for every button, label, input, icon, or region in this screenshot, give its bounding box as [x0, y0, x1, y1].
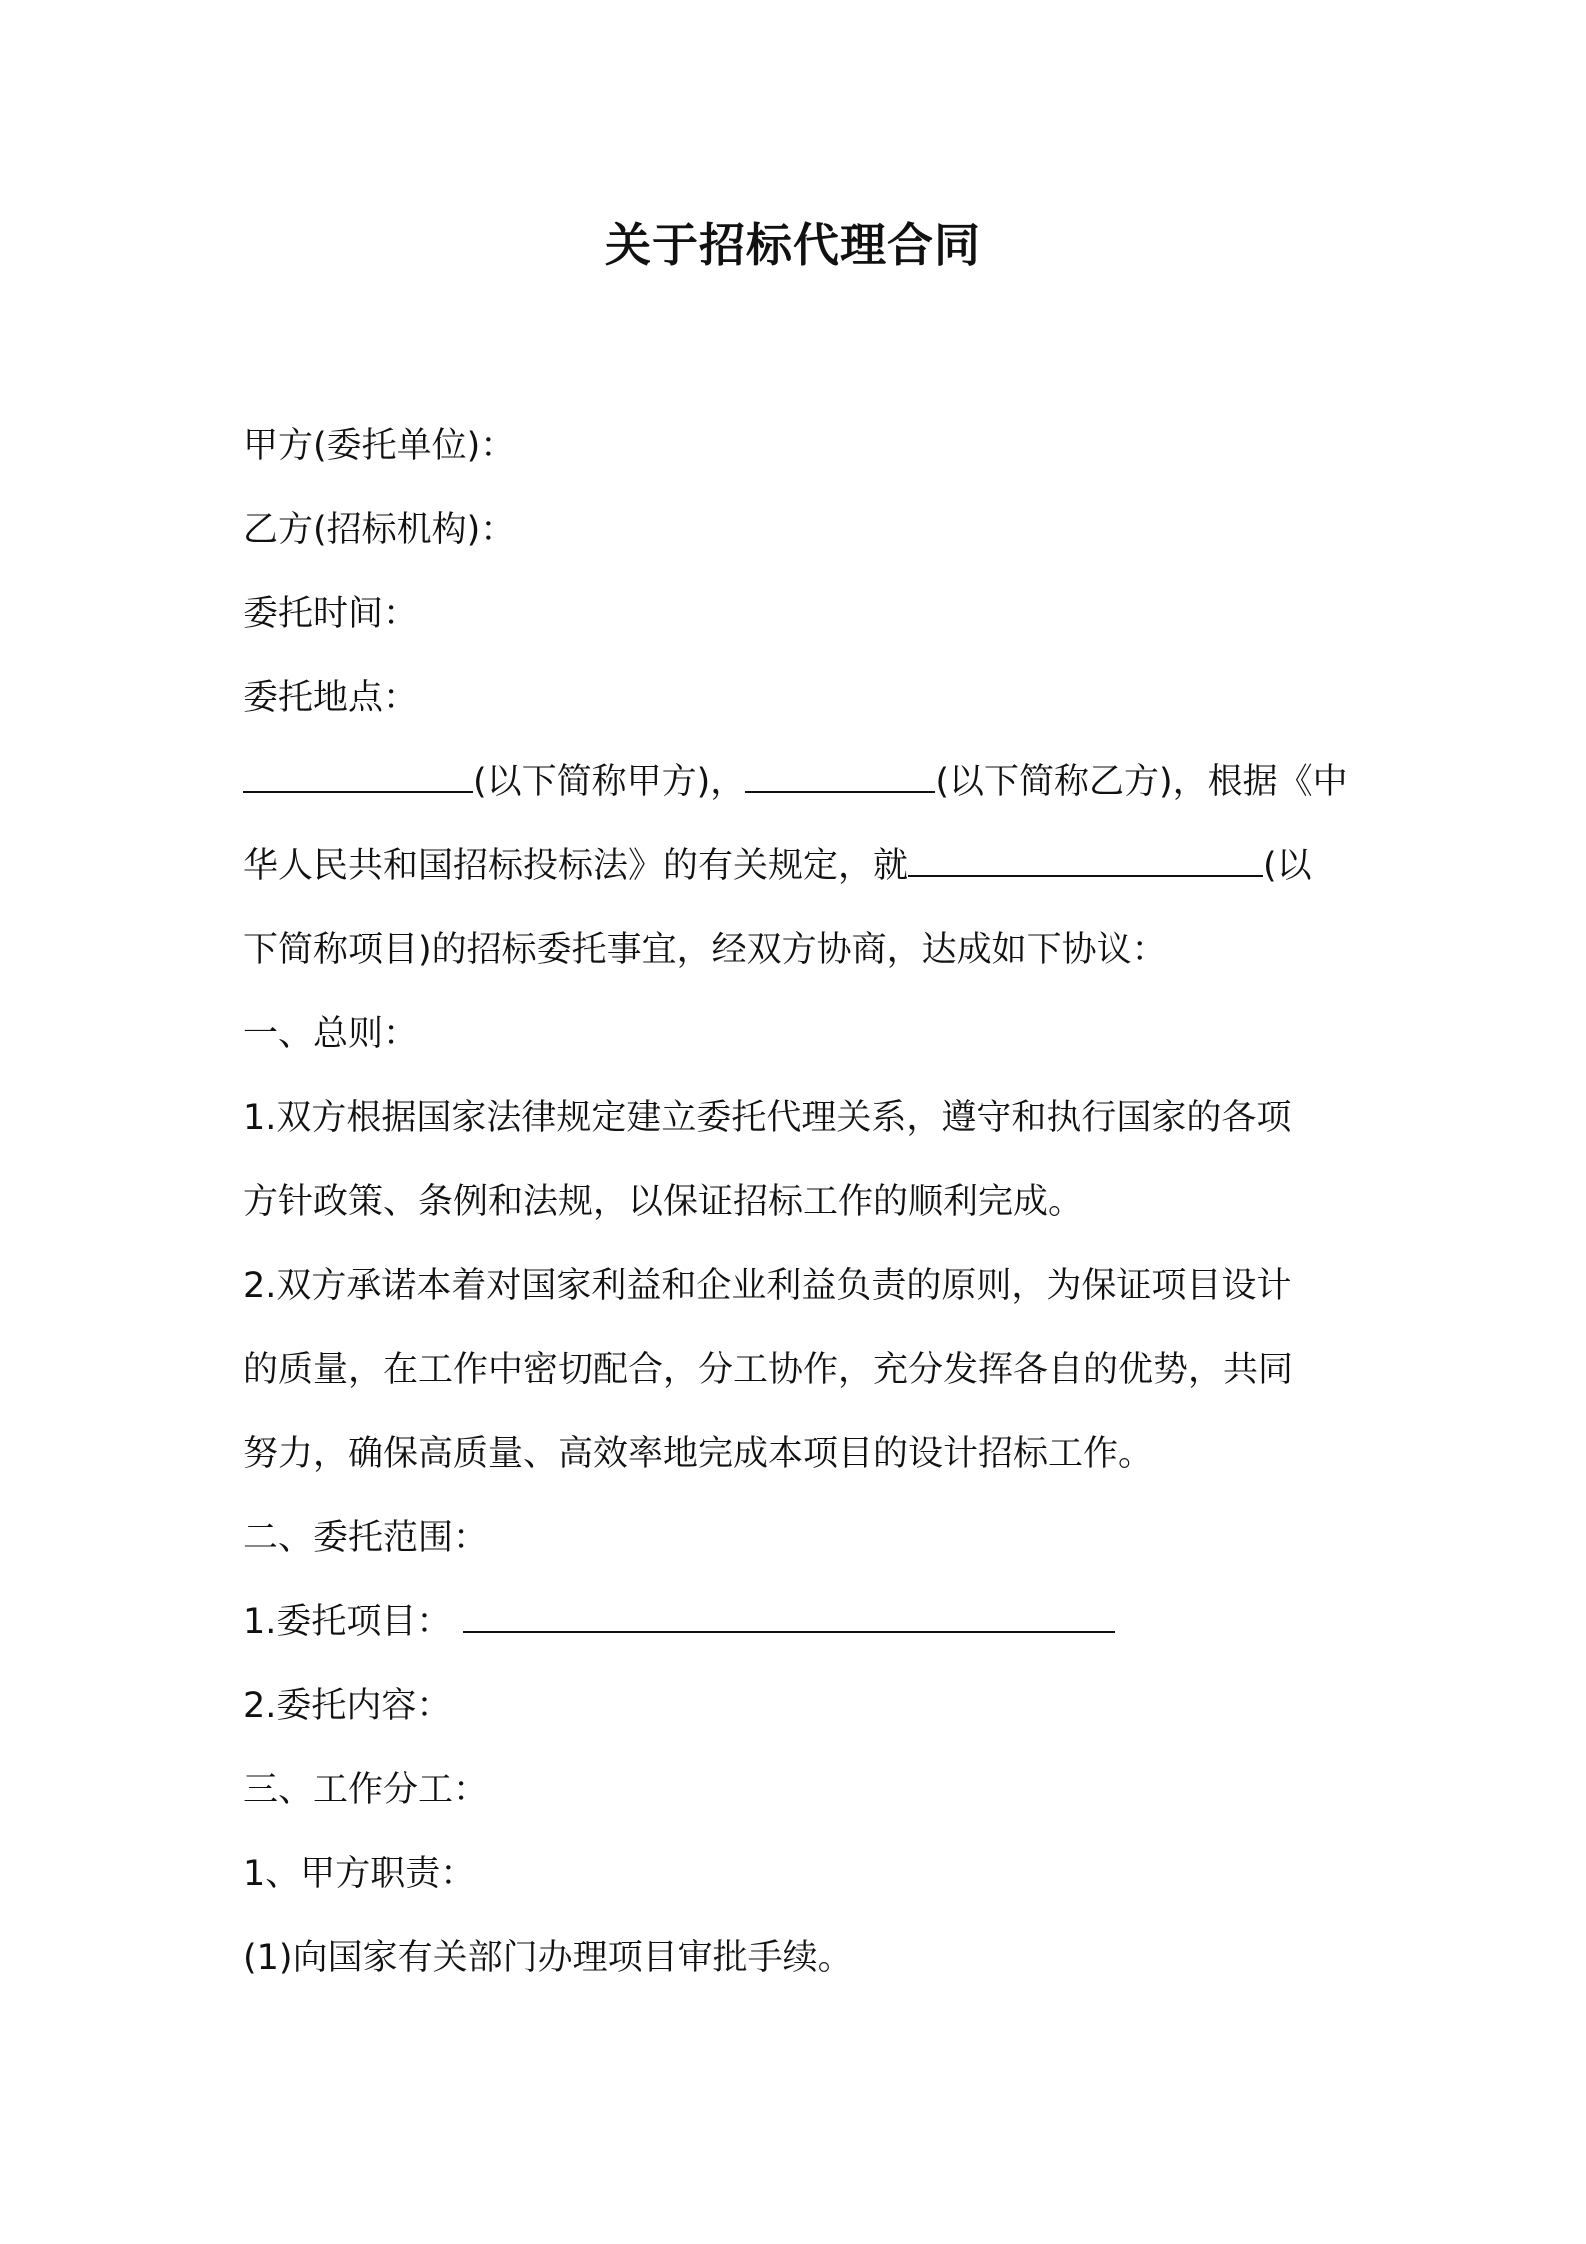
section1-p1-line2: 方针政策、条例和法规，以保证招标工作的顺利完成。	[243, 1182, 1084, 1222]
section1-p2-line1: 2.双方承诺本着对国家利益和企业利益负责的原则，为保证项目设计	[243, 1266, 1292, 1306]
intro-text-2a: 华人民共和国招标投标法》的有关规定，就	[243, 846, 909, 886]
party-b-line: 乙方(招标机构)：	[243, 510, 516, 550]
project-blank	[908, 838, 1263, 877]
party-a-line: 甲方(委托单位)：	[243, 426, 516, 466]
intro-text-2b: (以	[1263, 846, 1312, 886]
document-body	[243, 404, 1358, 2000]
time-line: 委托时间：	[243, 594, 419, 634]
section1-heading: 一、总则：	[243, 1014, 419, 1054]
section2-item1-label: 1.委托项目：	[243, 1602, 452, 1642]
party-b-blank	[745, 754, 935, 793]
intro-text-1a: (以下简称甲方)，	[473, 762, 746, 802]
section3-sub1: 1、甲方职责：	[243, 1854, 476, 1894]
section1-p2-line3: 努力，确保高质量、高效率地完成本项目的设计招标工作。	[243, 1434, 1154, 1474]
section2-item1	[243, 1580, 1358, 1664]
intro-line-1	[243, 740, 1358, 824]
place-line: 委托地点：	[243, 678, 419, 718]
intro-line-3: 下简称项目)的招标委托事宜，经双方协商，达成如下协议：	[243, 930, 1167, 970]
section1-p1-line1: 1.双方根据国家法律规定建立委托代理关系，遵守和执行国家的各项	[243, 1098, 1292, 1138]
section1-p2-line2: 的质量，在工作中密切配合，分工协作，充分发挥各自的优势，共同	[243, 1350, 1294, 1390]
document-title: 关于招标代理合同	[605, 218, 981, 272]
entrusted-project-blank	[463, 1594, 1115, 1633]
intro-text-1b: (以下简称乙方)，根据《中	[935, 762, 1348, 802]
section2-item2: 2.委托内容：	[243, 1686, 452, 1726]
party-a-blank	[243, 754, 473, 793]
section2-heading: 二、委托范围：	[243, 1518, 489, 1558]
section3-heading: 三、工作分工：	[243, 1770, 489, 1810]
section3-sub1-item1: (1)向国家有关部门办理项目审批手续。	[243, 1938, 853, 1978]
intro-line-2	[243, 824, 1358, 908]
